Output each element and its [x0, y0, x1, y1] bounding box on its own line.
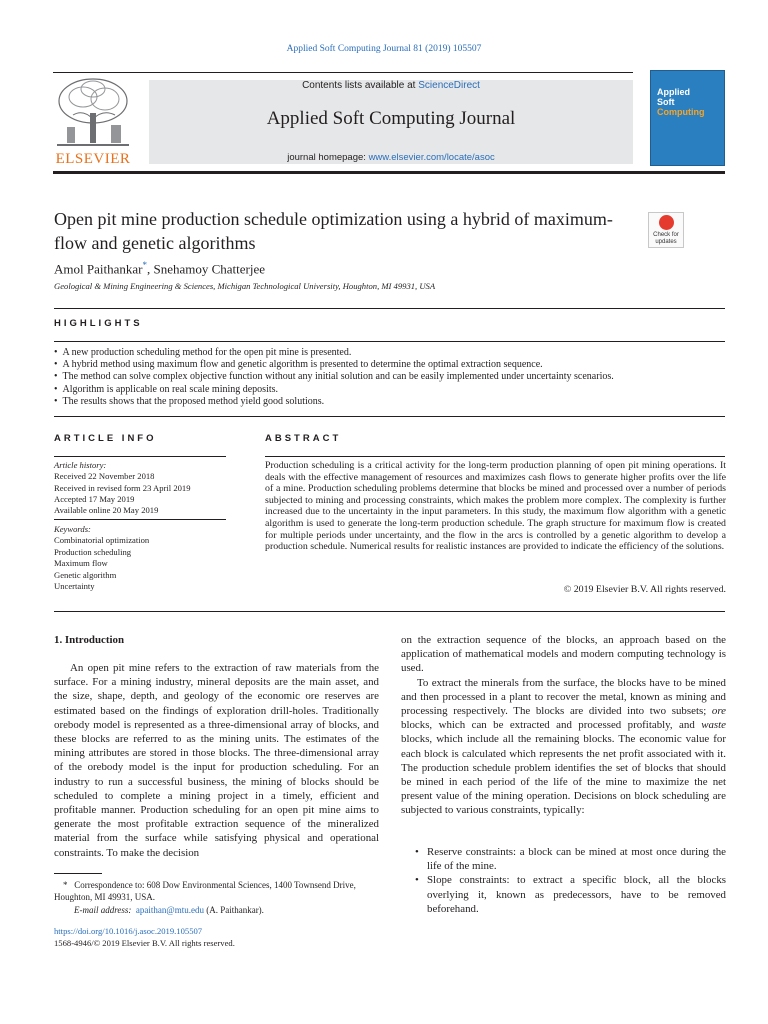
homepage-line — [149, 152, 633, 163]
term-waste: waste — [701, 719, 726, 732]
keyword-item: Genetic algorithm — [54, 569, 117, 580]
footnote-text: Correspondence to: 608 Dow Environmental Sciences, 1400 Townsend Drive, Houghton, MI 49931, USA. — [54, 880, 356, 903]
footnote-mark: * — [63, 880, 68, 890]
highlight-item: • The method can solve complex objective function without any initial solution and can be easily implemented under uncertainty scenarios. — [54, 371, 725, 383]
para2-part-a: To extract the minerals from the surface, the blocks have to be mined and then processed in a plant to recover the metal, known as mining and processing respectively. The blocks are divided into two subsets; — [401, 676, 726, 718]
publication-footer — [54, 926, 379, 949]
email-suffix: (A. Paithankar). — [203, 904, 264, 915]
highlights-rule-top — [54, 308, 725, 309]
term-ore: ore — [711, 705, 726, 718]
publisher-name: ELSEVIER — [55, 151, 131, 167]
highlight-item: • A hybrid method using maximum flow and genetic algorithm is presented to determine the optimal extraction sequence. — [54, 359, 725, 371]
journal-title: Applied Soft Computing Journal — [266, 108, 516, 129]
cover-title — [657, 87, 705, 117]
article-history-label: Article history: — [54, 460, 107, 470]
homepage-link[interactable]: www.elsevier.com/locate/asoc — [368, 152, 495, 163]
elsevier-logo — [53, 75, 133, 167]
highlights-rule-bottom — [54, 416, 725, 417]
article-info-rule-2 — [54, 519, 226, 520]
history-online: Available online 20 May 2019 — [54, 505, 159, 516]
correspondence-footnote — [54, 879, 379, 916]
front-matter-rule — [54, 611, 725, 612]
paper-title: Open pit mine production schedule optimization using a hybrid of maximum-flow and genetic algorithms — [54, 209, 613, 253]
header-rule-thick — [53, 171, 725, 174]
para2-part-b: blocks, which can be extracted and processed profitably, and — [401, 719, 702, 732]
crossmark-line-1: Check for — [653, 232, 679, 238]
contents-prefix: Contents lists available at — [302, 80, 419, 91]
author-1-correspondence-mark[interactable]: * — [142, 260, 147, 270]
intro-paragraph-1: An open pit mine refers to the extraction of raw materials from the surface. For a mining industry, mineral deposits are the main asset, and the size, shape, depth, and geology of the economic ore reserves are estimated based on the findings of exploration drill-holes. Traditionally orebody model is represented as a three-dimensional array of blocks, and these blocks are referred to as the mining units. The estimates of the mining attributes are stored in those blocks. The three-dimensional array of the orebody model is the input for production scheduling. For an industry to run a successful business, the mining of blocks should be scheduled to complete a mining project in a timely, efficient and profitable manner. Production scheduling for an open pit mine aims to generate the most profitable extraction sequence of the mineralized material from the surface while satisfying physical and operational constraints. To make the decision — [54, 662, 379, 859]
abstract-text: Production scheduling is a critical activity for the long-term production planning of open pit mining operations. It deals with the effective management of resources and maximizes cash flows to generate higher profits over the life of a mine. Production scheduling problems determine that blocks be mined and processed over a number of periods subjected to mining and processing constraints, which makes the problem more complex. The complexity is further increased due to the uncertainty in the input parameters. In this study, the maximum flow algorithm with a genetic algorithm is used to generate the long-term production schedule. The graph structure for maximum flow is created for multiple periods under uncertainty, and the flow in the arcs is controlled by a genetic algorithm to develop a production schedule. Numerical results for realistic instances are provided to indicate the efficiency of the solutions. — [265, 460, 726, 553]
article-history — [54, 460, 226, 516]
body-column-right — [401, 633, 726, 818]
highlight-item: • A new production scheduling method for the open pit mine is presented. — [54, 347, 725, 359]
email-link[interactable]: apaithan@mtu.edu — [135, 904, 204, 915]
highlights-rule-mid — [54, 341, 725, 342]
abstract-rule — [265, 456, 725, 457]
author-2: Snehamoy Chatterjee — [153, 261, 266, 277]
constraint-item: • Reserve constraints: a block can be mined at most once during the life of the mine. — [401, 845, 726, 873]
keyword-item: Maximum flow — [54, 558, 108, 569]
abstract-heading: ABSTRACT — [265, 433, 342, 444]
crossmark-label — [649, 232, 683, 245]
author-separator: , — [146, 261, 154, 277]
journal-masthead — [149, 80, 633, 164]
article-info-heading: ARTICLE INFO — [54, 433, 157, 444]
intro-paragraph-continued: on the extraction sequence of the blocks, an approach based on the application of mathematical models and modern computing technology is used. — [401, 634, 726, 675]
keyword-item: Production scheduling — [54, 546, 132, 557]
highlights-heading: HIGHLIGHTS — [54, 318, 143, 329]
tree-logo-icon — [53, 75, 133, 151]
footnote-email-line — [54, 904, 379, 916]
crossmark-icon — [659, 215, 674, 230]
footnote-address — [54, 879, 379, 904]
constraint-list — [401, 845, 726, 916]
highlight-item: • The results shows that the proposed method yield good solutions. — [54, 396, 725, 408]
history-revised: Received in revised form 23 April 2019 — [54, 482, 191, 493]
keywords-label: Keywords: — [54, 524, 91, 534]
email-label: E-mail address: — [74, 904, 132, 915]
para2-part-c: blocks, which include all the remaining blocks. The economic value for each block is calculated which represents the net profit associated with it. The production schedule problem identifies the set of blocks that should be mined in each period of the life of the mine to maximize the net present value of the mining operation. Decisions on block scheduling are subjected to various constraints, typically: — [401, 733, 726, 817]
body-column-left — [54, 661, 379, 860]
highlight-item: • Algorithm is applicable on real scale mining deposits. — [54, 384, 725, 396]
crossmark-line-2: updates — [655, 238, 677, 245]
author-1: Amol Paithankar — [54, 261, 143, 277]
crossmark-badge[interactable] — [648, 212, 684, 248]
keyword-item: Uncertainty — [54, 581, 95, 592]
constraint-item: • Slope constraints: to extract a specific block, all the blocks overlying it, known as predecessors, have to be removed beforehand. — [401, 873, 726, 916]
cover-line-2: Soft — [657, 97, 675, 107]
contents-line — [149, 80, 633, 91]
affiliation: Geological & Mining Engineering & Sciences, Michigan Technological University, Houghton, MI 49931, USA — [54, 281, 436, 291]
history-received: Received 22 November 2018 — [54, 471, 155, 482]
sciencedirect-link[interactable]: ScienceDirect — [418, 80, 480, 91]
header-rule-thin — [53, 72, 633, 73]
journal-reference[interactable]: Applied Soft Computing Journal 81 (2019) 105507 — [286, 44, 482, 54]
doi-link[interactable]: https://doi.org/10.1016/j.asoc.2019.105507 — [54, 926, 203, 936]
issn-line: 1568-4946/© 2019 Elsevier B.V. All rights reserved. — [54, 937, 235, 948]
keywords — [54, 524, 226, 592]
history-accepted: Accepted 17 May 2019 — [54, 493, 135, 504]
article-info-rule — [54, 456, 226, 457]
introduction-heading: 1. Introduction — [54, 634, 124, 646]
footnote-rule — [54, 873, 102, 874]
keyword-item: Combinatorial optimization — [54, 535, 150, 546]
cover-line-3: Computing — [657, 107, 705, 117]
author-list — [54, 260, 265, 277]
intro-paragraph-2 — [401, 676, 726, 818]
cover-line-1: Applied — [657, 87, 690, 97]
highlights-list — [54, 347, 725, 408]
abstract-copyright: © 2019 Elsevier B.V. All rights reserved. — [563, 584, 726, 595]
homepage-prefix: journal homepage: — [287, 152, 369, 163]
journal-cover[interactable] — [650, 70, 725, 166]
